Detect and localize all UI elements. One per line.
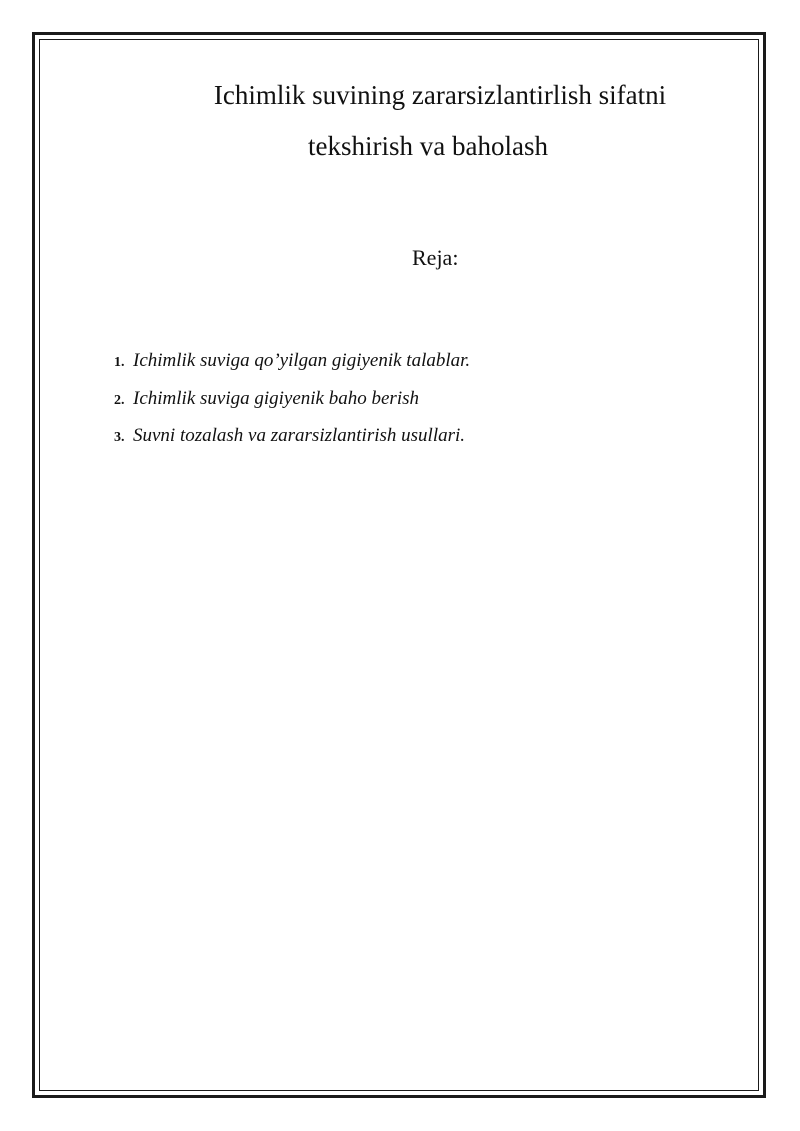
plan-item-2: [114, 388, 470, 426]
plan-item-text: Ichimlik suviga gigiyenik baho berish: [133, 387, 419, 409]
document-title-line-1: Ichimlik suvining zararsizlantirlish sifatni: [213, 80, 667, 110]
plan-list: [114, 350, 470, 463]
plan-item-number: 3.: [114, 430, 125, 445]
plan-item-1: [114, 350, 470, 388]
document-title-line-2: tekshirish va baholash: [308, 131, 548, 161]
plan-item-text: Ichimlik suviga qo’yilgan gigiyenik talablar.: [133, 350, 471, 371]
page-border-inner: [39, 39, 759, 1091]
plan-item-number: 1.: [114, 355, 125, 370]
plan-item-text: Suvni tozalash va zararsizlantirish usullari.: [133, 425, 466, 446]
plan-item-3: [114, 425, 470, 463]
plan-item-number: 2.: [114, 392, 125, 408]
plan-heading: Reja:: [412, 245, 459, 270]
